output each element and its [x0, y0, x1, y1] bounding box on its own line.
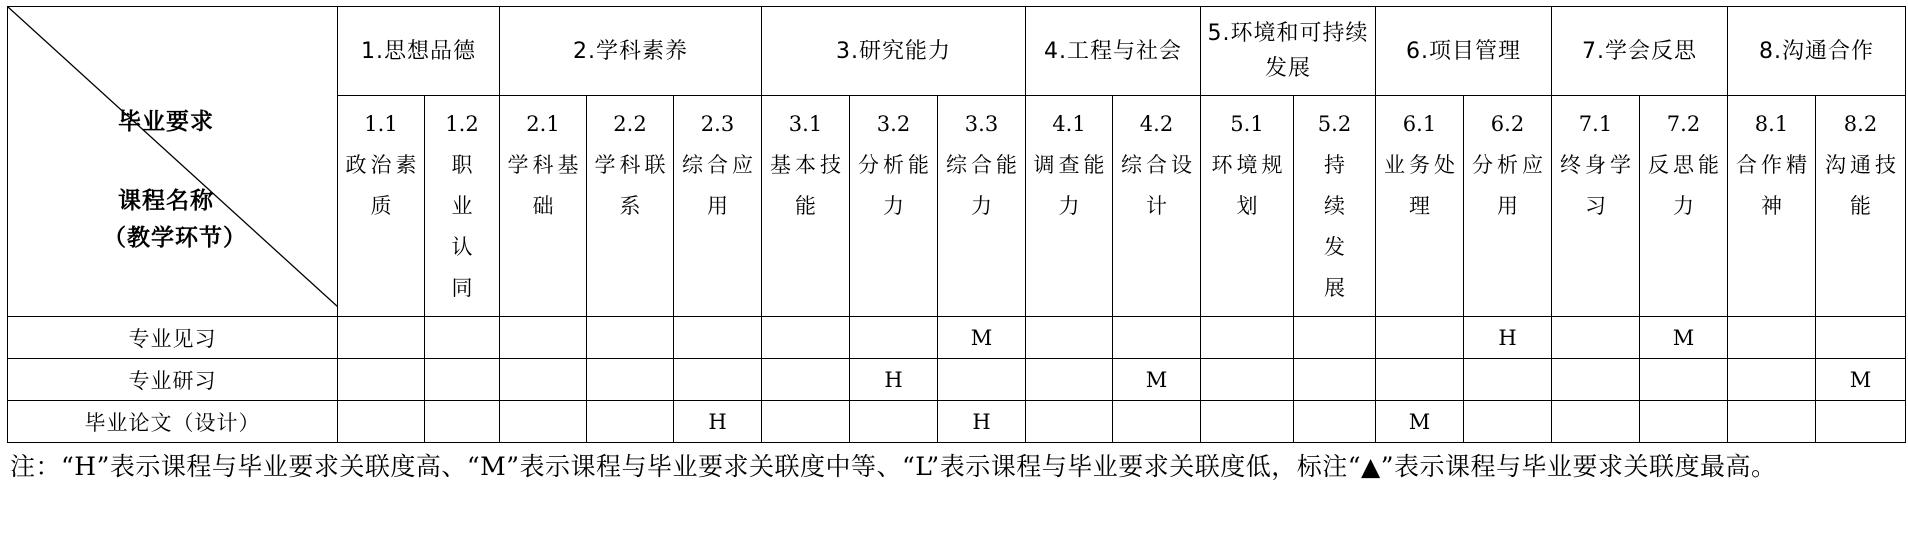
table-row	[8, 359, 1906, 401]
relevance-cell	[500, 317, 587, 359]
requirements-matrix	[7, 6, 1906, 443]
sub-requirement-header	[1816, 96, 1906, 317]
relevance-cell	[1026, 401, 1113, 443]
relevance-cell	[1026, 317, 1113, 359]
relevance-cell: M	[1113, 359, 1201, 401]
relevance-cell	[1552, 401, 1640, 443]
sub-requirement-name: 调查能力	[1033, 153, 1109, 218]
sub-requirement-code: 2.3	[700, 112, 735, 136]
sub-requirement-name: 分析应用	[1472, 153, 1547, 218]
sub-requirement-code: 1.2	[445, 112, 479, 136]
sub-requirement-code: 6.2	[1490, 112, 1525, 136]
sub-requirement-code: 7.2	[1666, 112, 1701, 136]
relevance-cell	[1201, 401, 1294, 443]
sub-requirement-code: 3.3	[964, 112, 999, 136]
relevance-cell	[1728, 317, 1816, 359]
relevance-cell: M	[938, 317, 1026, 359]
relevance-cell	[1113, 401, 1201, 443]
relevance-cell	[1640, 359, 1728, 401]
corner-header-cell	[8, 7, 338, 317]
sub-requirement-header	[587, 96, 674, 317]
relevance-cell	[762, 401, 850, 443]
sub-requirement-name: 综合能力	[946, 153, 1021, 218]
relevance-cell	[674, 317, 762, 359]
sub-requirement-name: 基本技能	[770, 153, 845, 218]
sub-requirement-name: 持续发展	[1324, 153, 1345, 300]
sub-requirement-header	[1376, 96, 1464, 317]
relevance-cell: H	[674, 401, 762, 443]
sub-requirement-code: 7.1	[1578, 112, 1613, 136]
sub-requirement-header	[1113, 96, 1201, 317]
relevance-cell	[1026, 359, 1113, 401]
relevance-cell: H	[850, 359, 938, 401]
requirement-header: 2.学科素养	[500, 7, 762, 96]
relevance-cell	[587, 401, 674, 443]
sub-requirement-name: 学科联系	[594, 153, 670, 218]
sub-requirement-name: 终身学习	[1560, 153, 1635, 218]
relevance-cell	[938, 359, 1026, 401]
relevance-cell	[1113, 317, 1201, 359]
sub-requirement-header	[1464, 96, 1552, 317]
sub-requirement-code: 6.1	[1402, 112, 1437, 136]
relevance-cell	[850, 317, 938, 359]
relevance-cell	[850, 401, 938, 443]
relevance-cell: H	[1464, 317, 1552, 359]
relevance-cell	[1552, 359, 1640, 401]
sub-requirement-header	[1026, 96, 1113, 317]
relevance-cell	[1640, 401, 1728, 443]
table-row	[8, 401, 1906, 443]
sub-requirement-header	[1552, 96, 1640, 317]
relevance-cell	[338, 359, 425, 401]
relevance-cell	[1552, 317, 1640, 359]
requirement-header: 3.研究能力	[762, 7, 1026, 96]
sub-requirement-name: 综合设计	[1121, 153, 1196, 218]
sub-requirement-code: 8.1	[1754, 112, 1789, 136]
sub-requirement-code: 1.1	[364, 112, 398, 136]
relevance-cell	[1464, 401, 1552, 443]
sub-requirement-name: 职业认同	[451, 153, 473, 300]
relevance-cell	[1728, 401, 1816, 443]
sub-requirement-header	[500, 96, 587, 317]
relevance-cell	[587, 359, 674, 401]
requirement-header: 5.环境和可持续发展	[1201, 7, 1376, 96]
relevance-cell: M	[1376, 401, 1464, 443]
sub-requirement-name: 学科基础	[507, 153, 583, 218]
legend-note: 注：“H”表示课程与毕业要求关联度高、“M”表示课程与毕业要求关联度中等、“L”表示课程与毕业要求关联度低，标注“▲”表示课程与毕业要求关联度最高。	[10, 452, 1777, 481]
sub-requirement-name: 合作精神	[1736, 153, 1811, 218]
relevance-cell	[338, 401, 425, 443]
relevance-cell	[762, 317, 850, 359]
relevance-cell	[762, 359, 850, 401]
sub-requirement-code: 4.1	[1052, 112, 1086, 136]
relevance-cell	[1816, 317, 1906, 359]
relevance-cell	[500, 359, 587, 401]
requirement-header: 1.思想品德	[338, 7, 500, 96]
sub-requirement-name: 业务处理	[1384, 153, 1459, 218]
relevance-cell	[1294, 359, 1376, 401]
relevance-cell	[425, 359, 500, 401]
table-row	[8, 317, 1906, 359]
sub-requirement-code: 3.2	[876, 112, 911, 136]
relevance-cell	[1294, 317, 1376, 359]
sub-requirement-header	[762, 96, 850, 317]
relevance-cell	[1464, 359, 1552, 401]
sub-requirement-header	[1640, 96, 1728, 317]
relevance-cell	[674, 359, 762, 401]
relevance-cell	[1201, 317, 1294, 359]
sub-requirement-header	[850, 96, 938, 317]
sub-requirement-code: 2.2	[613, 112, 647, 136]
course-requirement-table	[7, 6, 1906, 443]
course-name-cell: 专业研习	[8, 359, 338, 401]
relevance-cell	[1816, 401, 1906, 443]
sub-requirement-header	[1294, 96, 1376, 317]
requirement-header: 8.沟通合作	[1728, 7, 1906, 96]
sub-requirement-name: 综合应用	[682, 153, 757, 218]
relevance-cell	[1376, 359, 1464, 401]
sub-requirement-name: 政治素质	[345, 153, 421, 218]
relevance-cell	[1376, 317, 1464, 359]
relevance-cell	[425, 317, 500, 359]
sub-requirement-header	[425, 96, 500, 317]
sub-requirement-header	[338, 96, 425, 317]
sub-requirement-name: 沟通技能	[1825, 153, 1900, 218]
relevance-cell	[1728, 359, 1816, 401]
sub-requirement-header	[938, 96, 1026, 317]
sub-requirement-code: 4.2	[1139, 112, 1174, 136]
relevance-cell: H	[938, 401, 1026, 443]
sub-requirement-name: 分析能力	[858, 153, 933, 218]
diagonal-divider	[8, 7, 338, 307]
relevance-cell	[500, 401, 587, 443]
sub-requirement-code: 5.1	[1230, 112, 1264, 136]
sub-requirement-code: 5.2	[1317, 112, 1352, 136]
relevance-cell: M	[1640, 317, 1728, 359]
sub-requirement-header	[674, 96, 762, 317]
sub-requirement-code: 8.2	[1843, 112, 1878, 136]
sub-requirement-name: 环境规划	[1211, 153, 1287, 218]
relevance-cell: M	[1816, 359, 1906, 401]
sub-requirement-code: 3.1	[788, 112, 823, 136]
relevance-cell	[338, 317, 425, 359]
requirement-header: 6.项目管理	[1376, 7, 1552, 96]
course-axis-sublabel: （教学环节）	[103, 225, 247, 251]
requirement-header: 7.学会反思	[1552, 7, 1728, 96]
relevance-cell	[587, 317, 674, 359]
sub-requirement-name: 反思能力	[1648, 153, 1723, 218]
sub-requirement-header	[1728, 96, 1816, 317]
sub-requirement-code: 2.1	[526, 112, 560, 136]
course-axis-label: 课程名称	[118, 188, 214, 214]
relevance-cell	[425, 401, 500, 443]
requirements-axis-label: 毕业要求	[118, 109, 214, 135]
requirement-header: 4.工程与社会	[1026, 7, 1201, 96]
course-name-cell: 毕业论文（设计）	[8, 401, 338, 443]
sub-requirement-header	[1201, 96, 1294, 317]
relevance-cell	[1294, 401, 1376, 443]
course-name-cell: 专业见习	[8, 317, 338, 359]
relevance-cell	[1201, 359, 1294, 401]
